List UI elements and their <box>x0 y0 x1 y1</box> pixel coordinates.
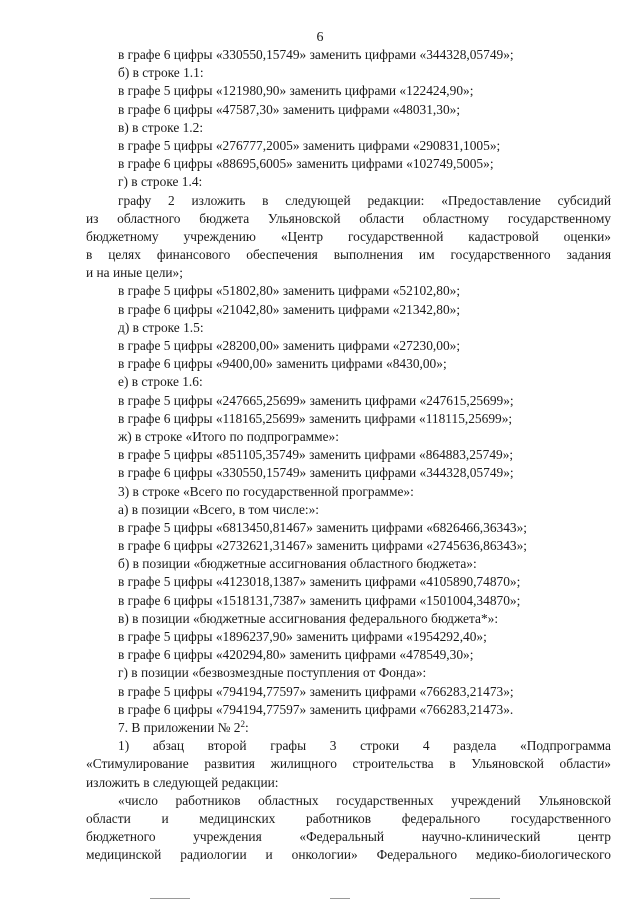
text-line <box>86 846 611 864</box>
text-line-content: в) в строке 1.2: <box>118 119 204 135</box>
text-line <box>86 46 611 64</box>
text-line <box>86 282 611 300</box>
text-line-content: г) в позиции «безвозмездные поступления от Фонда»: <box>118 665 427 681</box>
text-line <box>86 82 611 100</box>
text-line-content: д) в строке 1.5: <box>118 319 204 335</box>
text-line-content: в графе 6 цифры «9400,00» заменить цифрами «8430,00»; <box>118 356 447 372</box>
text-line <box>86 664 611 682</box>
text-line-content: е) в строке 1.6: <box>118 374 203 390</box>
text-line-content: в графе 6 цифры «2732621,31467» заменить цифрами «2745636,86343»; <box>118 538 528 554</box>
text-line <box>86 828 611 846</box>
document-body <box>86 46 611 864</box>
text-line-content: в графе 6 цифры «88695,6005» заменить цифрами «102749,5005»; <box>118 156 494 172</box>
text-line <box>86 246 611 264</box>
text-line <box>86 119 611 137</box>
text-line-content: из областного бюджета Ульяновской области областному государственному <box>86 210 611 226</box>
text-line <box>86 701 611 719</box>
text-line <box>86 501 611 519</box>
text-line-content: в графе 5 цифры «851105,35749» заменить цифрами «864883,25749»; <box>118 447 514 463</box>
text-line-content: в целях финансового обеспечения выполнения им государственного задания <box>86 247 611 263</box>
text-line-content: в графе 5 цифры «51802,80» заменить цифрами «52102,80»; <box>118 283 461 299</box>
scan-artifact <box>330 898 350 899</box>
text-line-content: бюджетного учреждения «Федеральный научно-клинический центр <box>86 829 611 845</box>
text-line-content: «число работников областных государственных учреждений Ульяновской <box>118 792 611 808</box>
text-line-suffix: : <box>244 719 249 735</box>
text-line-content: 3) в строке «Всего по государственной программе»: <box>118 483 414 499</box>
text-line-content: в графе 5 цифры «247665,25699» заменить цифрами «247615,25699»; <box>118 392 514 408</box>
text-line-content: б) в строке 1.1: <box>118 65 204 81</box>
text-line-content: в графе 5 цифры «1896237,90» заменить цифрами «1954292,40»; <box>118 629 487 644</box>
page-number: 6 <box>316 30 324 45</box>
text-line <box>86 737 611 755</box>
text-line-content: б) в позиции «бюджетные ассигнования областного бюджета»: <box>118 556 477 572</box>
text-line-content: 7. В приложении № 2 <box>118 719 241 735</box>
text-line-content: бюджетному учреждению «Центр государственной кадастровой оценки» <box>86 228 611 244</box>
text-line <box>86 555 611 573</box>
text-line <box>86 428 611 446</box>
text-line-content: 1) абзац второй графы 3 строки 4 раздела «Подпрограмма <box>118 738 611 754</box>
text-line <box>86 483 611 501</box>
text-line-content: г) в строке 1.4: <box>118 174 203 190</box>
text-line-content: в графе 6 цифры «330550,15749» заменить цифрами «344328,05749»; <box>118 47 514 62</box>
text-line <box>86 101 611 119</box>
text-line <box>86 137 611 155</box>
text-line-content: в графе 6 цифры «1518131,7387» заменить цифрами «1501004,34870»; <box>118 592 521 608</box>
text-line <box>86 446 611 464</box>
text-line-content: в графе 6 цифры «420294,80» заменить цифрами «478549,30»; <box>118 647 474 663</box>
text-line-content: и на иные цели»; <box>86 265 183 281</box>
text-line-content: в графе 5 цифры «28200,00» заменить цифрами «27230,00»; <box>118 338 461 353</box>
superscript: 2 <box>240 718 245 729</box>
text-line-content: области и медицинских работников федерального государственного <box>86 810 611 826</box>
text-line-content: в графе 6 цифры «330550,15749» заменить цифрами «344328,05749»; <box>118 465 514 481</box>
text-line <box>86 64 611 82</box>
text-line <box>86 683 611 701</box>
text-line-content: в графе 6 цифры «21042,80» заменить цифрами «21342,80»; <box>118 301 461 317</box>
text-line <box>86 210 611 228</box>
text-line <box>86 392 611 410</box>
text-line-content: «Стимулирование развития жилищного строительства в Ульяновской области» <box>86 756 611 772</box>
text-line-content: графу 2 изложить в следующей редакции: «Предоставление субсидий <box>118 192 611 208</box>
text-line <box>86 264 611 282</box>
text-line-content: изложить в следующей редакции: <box>86 774 279 790</box>
text-line <box>86 810 611 828</box>
text-line <box>86 355 611 373</box>
text-line <box>86 301 611 319</box>
text-line <box>86 610 611 628</box>
text-line <box>86 519 611 537</box>
text-line <box>86 719 611 737</box>
text-line <box>86 373 611 391</box>
text-line <box>86 592 611 610</box>
text-line <box>86 192 611 210</box>
text-line-content: медицинской радиологии и онкологии» Федерального медико-биологического <box>86 847 611 863</box>
text-line <box>86 155 611 173</box>
text-line-content: в графе 6 цифры «47587,30» заменить цифрами «48031,30»; <box>118 101 461 117</box>
text-line-content: в графе 5 цифры «4123018,1387» заменить цифрами «4105890,74870»; <box>118 574 521 590</box>
text-line <box>86 646 611 664</box>
text-line <box>86 228 611 246</box>
text-line-content: а) в позиции «Всего, в том числе:»: <box>118 501 320 517</box>
text-line-content: ж) в строке «Итого по подпрограмме»: <box>118 428 339 444</box>
text-line <box>86 755 611 773</box>
text-line-content: в графе 6 цифры «118165,25699» заменить цифрами «118115,25699»; <box>118 410 513 426</box>
text-line <box>86 774 611 792</box>
text-line <box>86 464 611 482</box>
text-line <box>86 628 611 646</box>
text-line-content: в графе 6 цифры «794194,77597» заменить цифрами «766283,21473». <box>118 701 514 717</box>
text-line-content: в графе 5 цифры «276777,2005» заменить цифрами «290831,1005»; <box>118 137 501 153</box>
text-line <box>86 173 611 191</box>
text-line <box>86 573 611 591</box>
text-line-content: в графе 5 цифры «6813450,81467» заменить цифрами «6826466,36343»; <box>118 519 528 535</box>
text-line <box>86 537 611 555</box>
text-line-content: в) в позиции «бюджетные ассигнования федерального бюджета*»: <box>118 610 499 626</box>
text-line-content: в графе 5 цифры «794194,77597» заменить цифрами «766283,21473»; <box>118 683 514 699</box>
scan-artifact <box>470 898 500 899</box>
text-line <box>86 410 611 428</box>
text-line <box>86 319 611 337</box>
text-line <box>86 792 611 810</box>
text-line <box>86 337 611 355</box>
scan-artifact <box>150 898 190 899</box>
text-line-content: в графе 5 цифры «121980,90» заменить цифрами «122424,90»; <box>118 83 474 99</box>
